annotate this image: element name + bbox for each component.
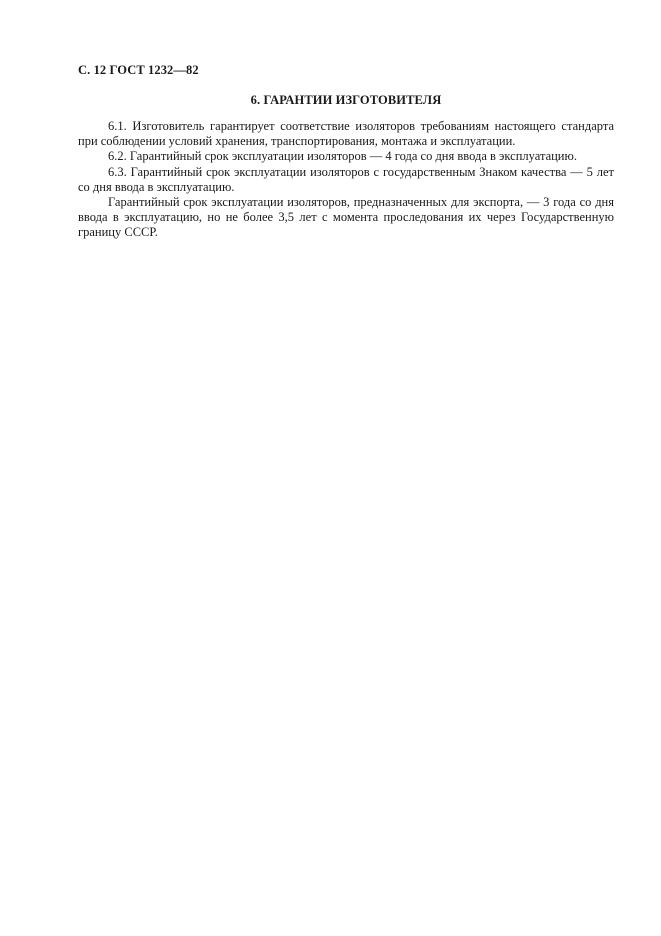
section-title: 6. ГАРАНТИИ ИЗГОТОВИТЕЛЯ (250, 93, 442, 107)
paragraph-6-3: 6.3. Гарантийный срок эксплуатации изоляторов с государственным Знаком качества — 5 лет со дня ввода в эксплуатацию. (78, 164, 614, 194)
guarantee-section (78, 93, 614, 241)
paragraph-export-warranty: Гарантийный срок эксплуатации изоляторов, предназначенных для экспорта, — 3 года со дня ввода в эксплуатацию, но не более 3,5 лет с момента проследования их через Государственную границу СССР. (78, 195, 614, 240)
paragraph-6-1: 6.1. Изготовитель гарантирует соответствие изоляторов требованиям настоящего стандарта при соблюдении условий хранения, транспортирования, монтажа и эксплуатации. (78, 119, 614, 149)
paragraph-6-2: 6.2. Гарантийный срок эксплуатации изоляторов — 4 года со дня ввода в эксплуатацию. (108, 149, 577, 164)
page-header: С. 12 ГОСТ 1232—82 (78, 63, 199, 77)
